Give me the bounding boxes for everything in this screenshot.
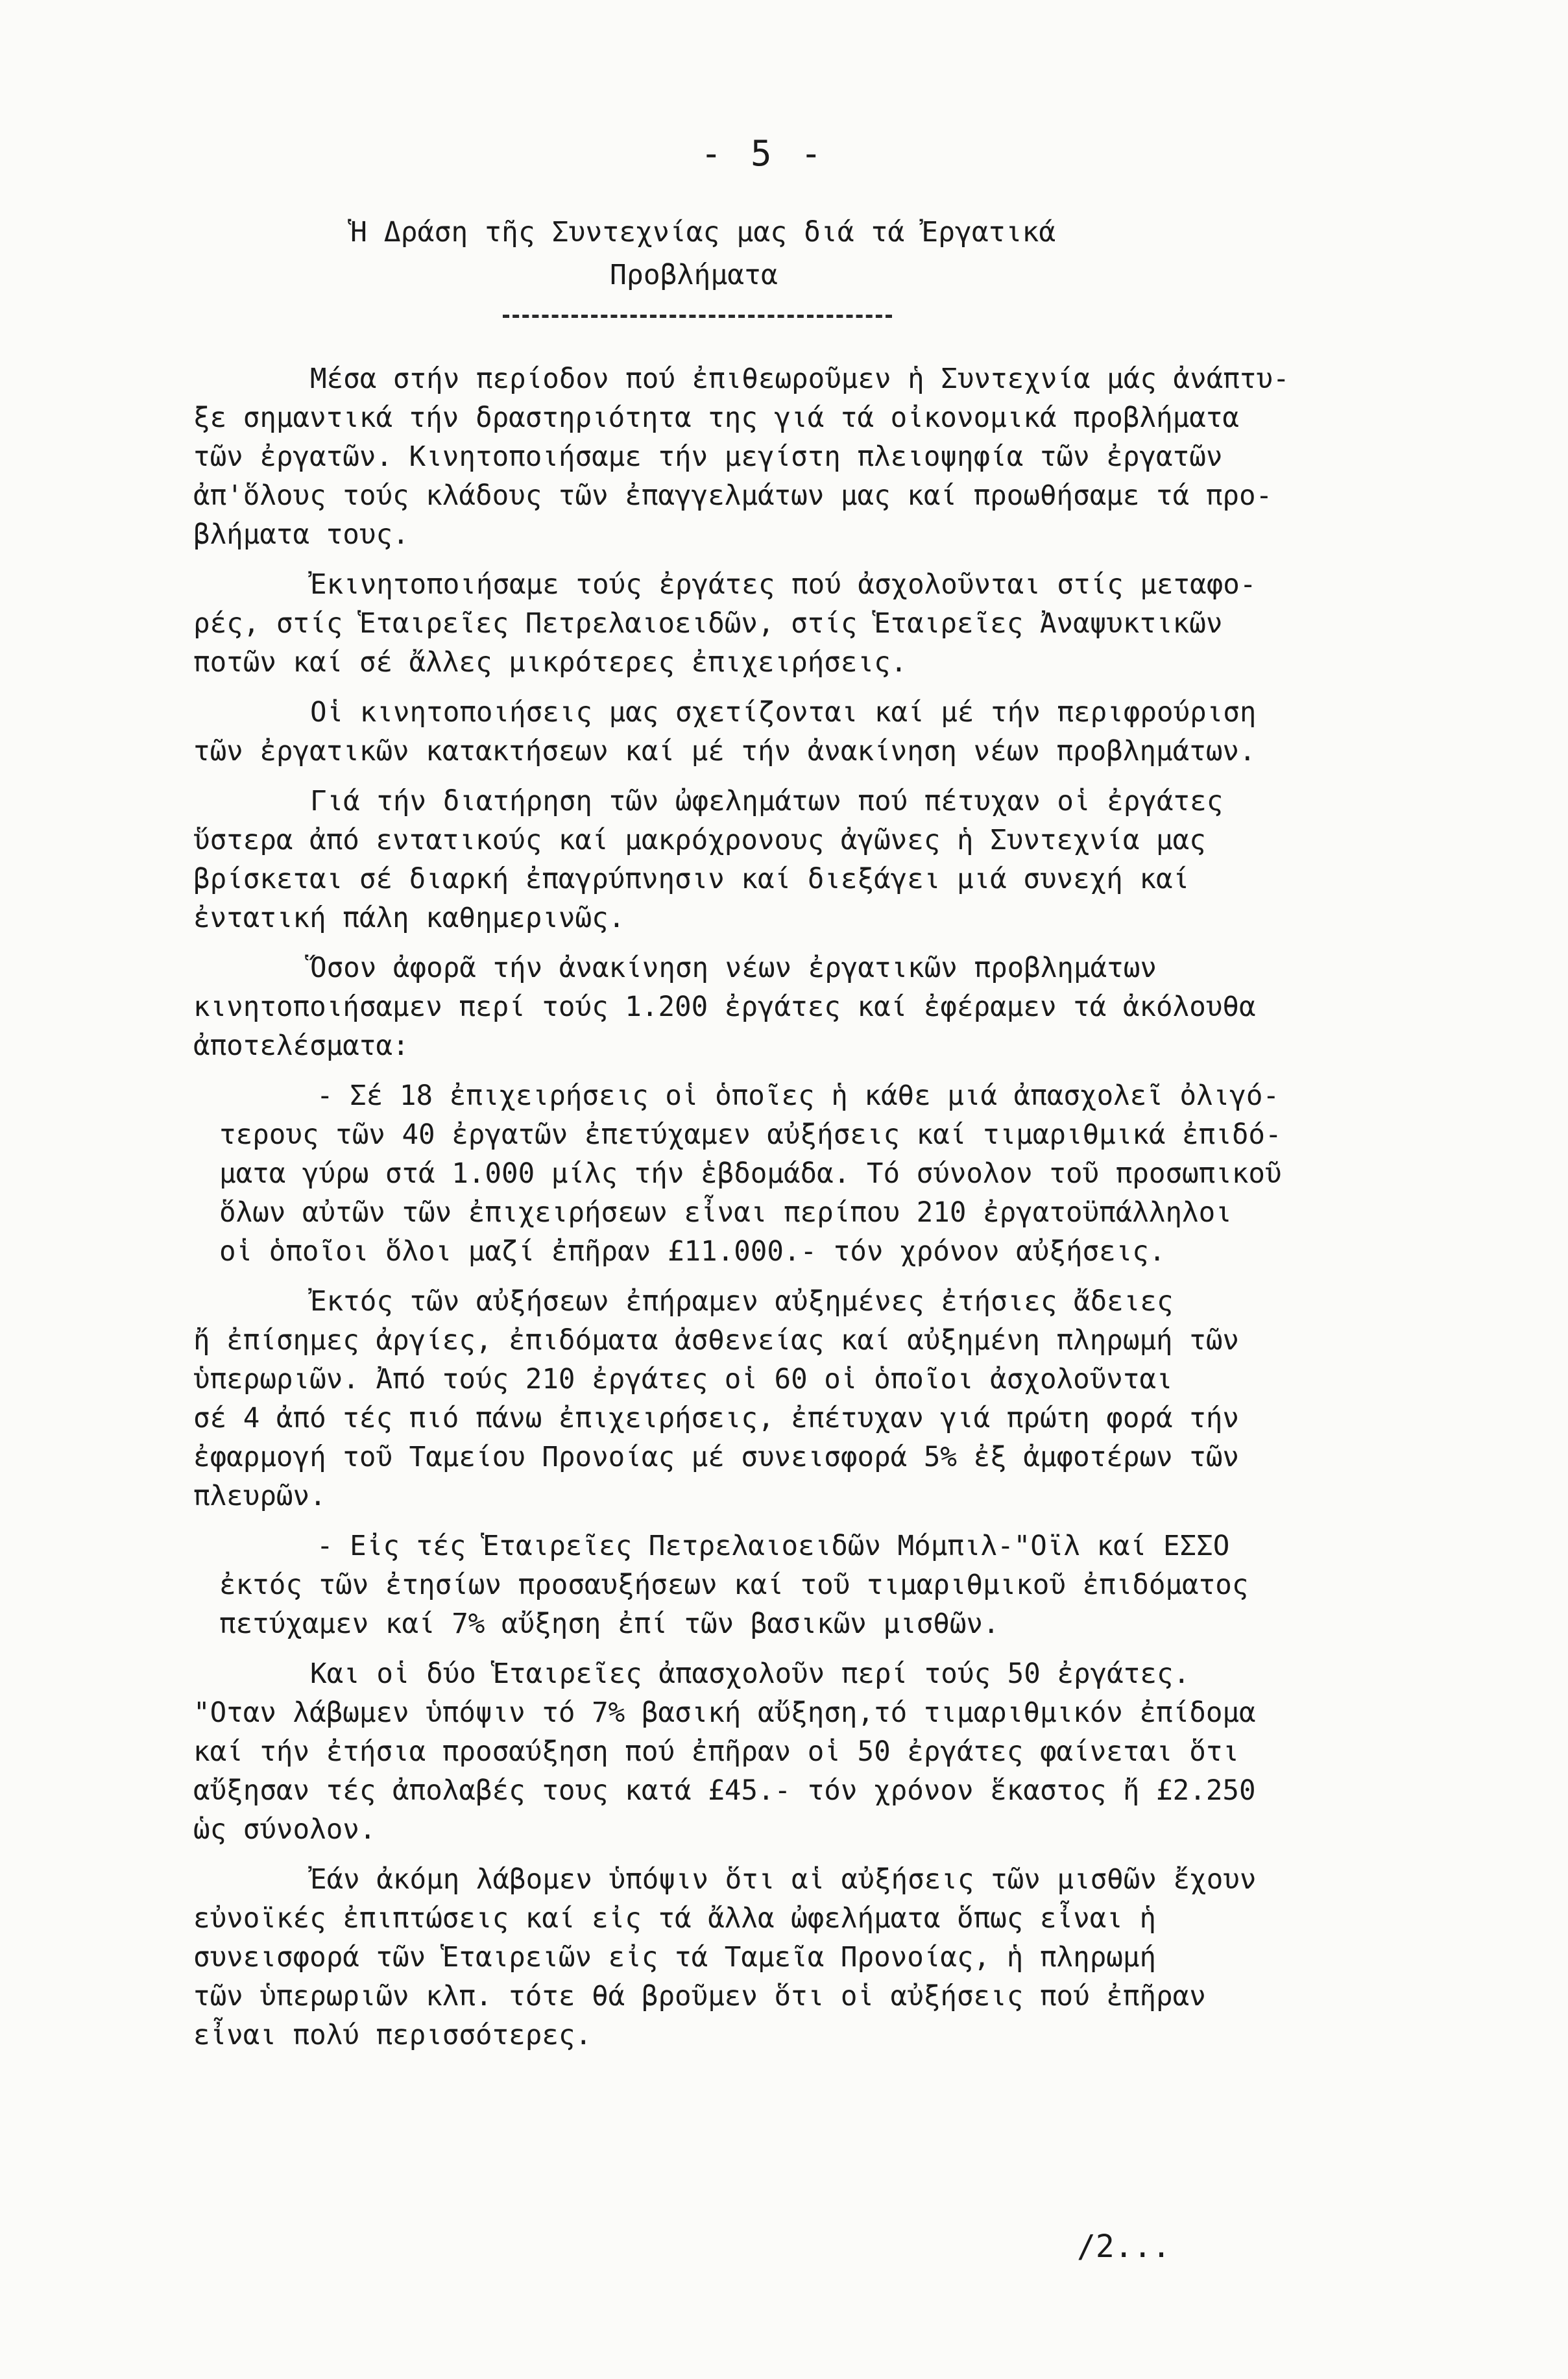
title-line-2: Προβλήματα — [610, 259, 778, 291]
continuation-marker: /2... — [1077, 2228, 1171, 2265]
paragraph: Γιά τήν διατήρηση τῶν ὠφελημάτων πού πέτυχαν οἱ ἐργάτες ὕστερα ἀπό εντατικούς καί μακρόχρονους ἀγῶνες ἡ Συντεχνία μας βρίσκεται σέ διαρκή ἐπαγρύπνησιν καί διεξάγει μιά συνεχή καί ἐντατική πάλη καθημερινῶς. — [193, 786, 1224, 934]
paragraph: Ἐάν ἀκόμη λάβομεν ὑπόψιν ὅτι αἱ αὐξήσεις τῶν μισθῶν ἔχουν εὐνοϊκές ἐπιπτώσεις καί εἰς τά ἄλλα ὠφελήματα ὅπως εἶναι ἡ συνεισφορά τῶν Ἑταιρειῶν εἰς τά Ταμεῖα Προνοίας, ἡ πληρωμή τῶν ὑπερωριῶν κλπ. τότε θά βροῦμεν ὅτι οἱ αὐξήσεις πού ἐπῆραν εἶναι πολύ περισσότερες. — [193, 1864, 1257, 2051]
title-underline — [503, 315, 892, 318]
paragraph: Ὅσον ἀφορᾶ τήν ἀνακίνηση νέων ἐργατικῶν προβλημάτων κινητοποιήσαμεν περί τούς 1.200 ἐργάτες καί ἐφέραμεν τά ἀκόλουθα ἀποτελέσματα: — [193, 952, 1256, 1062]
list-item: - Εἰς τές Ἑταιρεῖες Πετρελαιοειδῶν Μόμπιλ-"Οϊλ καί ΕΣΣΟ ἐκτός τῶν ἐτησίων προσαυξήσεων καί τοῦ τιμαριθμικοῦ ἐπιδόματος πετύχαμεν καί 7% αὔξηση ἐπί τῶν βασικῶν μισθῶν. — [219, 1530, 1249, 1640]
document-body — [193, 360, 1484, 2066]
title-line-1: Ἡ Δράση τῆς Συντεχνίας μας διά τά Ἐργατικά — [350, 216, 1056, 248]
paragraph: Ἐκτός τῶν αὐξήσεων ἐπήραμεν αὐξημένες ἐτήσιες ἄδειες ἤ ἐπίσημες ἀργίες, ἐπιδόματα ἀσθενείας καί αὐξημένη πληρωμή τῶν ὑπερωριῶν. Ἀπό τούς 210 ἐργάτες οἱ 60 οἱ ὁποῖοι ἀσχολοῦνται σέ 4 ἀπό τές πιό πάνω ἐπιχειρήσεις, ἐπέτυχαν γιά πρώτη φορά τήν ἐφαρμογή τοῦ Ταμείου Προνοίας μέ συνεισφορά 5% ἐξ ἀμφοτέρων τῶν πλευρῶν. — [193, 1286, 1239, 1512]
list-item: - Σέ 18 ἐπιχειρήσεις οἱ ὁποῖες ἡ κάθε μιά ἀπασχολεῖ ὀλιγό- τερους τῶν 40 ἐργατῶν ἐπετύχαμεν αὐξήσεις καί τιμαριθμικά ἐπιδό- ματα γύρω στά 1.000 μίλς τήν ἑβδομάδα. Τό σύνολον τοῦ προσωπικοῦ ὅλων αὐτῶν τῶν ἐπιχειρήσεων εἶναι περίπου 210 ἐργατοϋπάλληλοι οἱ ὁποῖοι ὅλοι μαζί ἐπῆραν £11.000.- τόν χρόνον αὐξήσεις. — [219, 1080, 1282, 1268]
page-title — [350, 211, 1259, 296]
paragraph: Μέσα στήν περίοδον πού ἐπιθεωροῦμεν ἡ Συντεχνία μάς ἀνάπτυ- ξε σημαντικά τήν δραστηριότητα της γιά τά οἰκονομικά προβλήματα τῶν ἐργατῶν. Κινητοποιήσαμε τήν μεγίστη πλειοψηφία τῶν ἐργατῶν ἀπ'ὅλους τούς κλάδους τῶν ἐπαγγελμάτων μας καί προωθήσαμε τά προ- βλήματα τους. — [193, 363, 1290, 551]
paragraph: Και οἱ δύο Ἑταιρεῖες ἀπασχολοῦν περί τούς 50 ἐργάτες. "Οταν λάβωμεν ὑπόψιν τό 7% βασική αὔξηση,τό τιμαριθμικόν ἐπίδομα καί τήν ἐτήσια προσαύξηση πού ἐπῆραν οἱ 50 ἐργάτες φαίνεται ὅτι αὔξησαν τές ἀπολαβές τους κατά £45.- τόν χρόνον ἕκαστος ἤ £2.250 ὡς σύνολον. — [193, 1658, 1256, 1846]
page-number: - 5 - — [701, 133, 826, 174]
paragraph: Ἐκινητοποιήσαμε τούς ἐργάτες πού ἀσχολοῦνται στίς μεταφο- ρές, στίς Ἑταιρεῖες Πετρελαιοειδῶν, στίς Ἑταιρεῖες Ἀναψυκτικῶν ποτῶν καί σέ ἄλλες μικρότερες ἐπιχειρήσεις. — [193, 569, 1257, 679]
paragraph: Οἱ κινητοποιήσεις μας σχετίζονται καί μέ τήν περιφρούριση τῶν ἐργατικῶν κατακτήσεων καί μέ τήν ἀνακίνηση νέων προβλημάτων. — [193, 697, 1257, 767]
